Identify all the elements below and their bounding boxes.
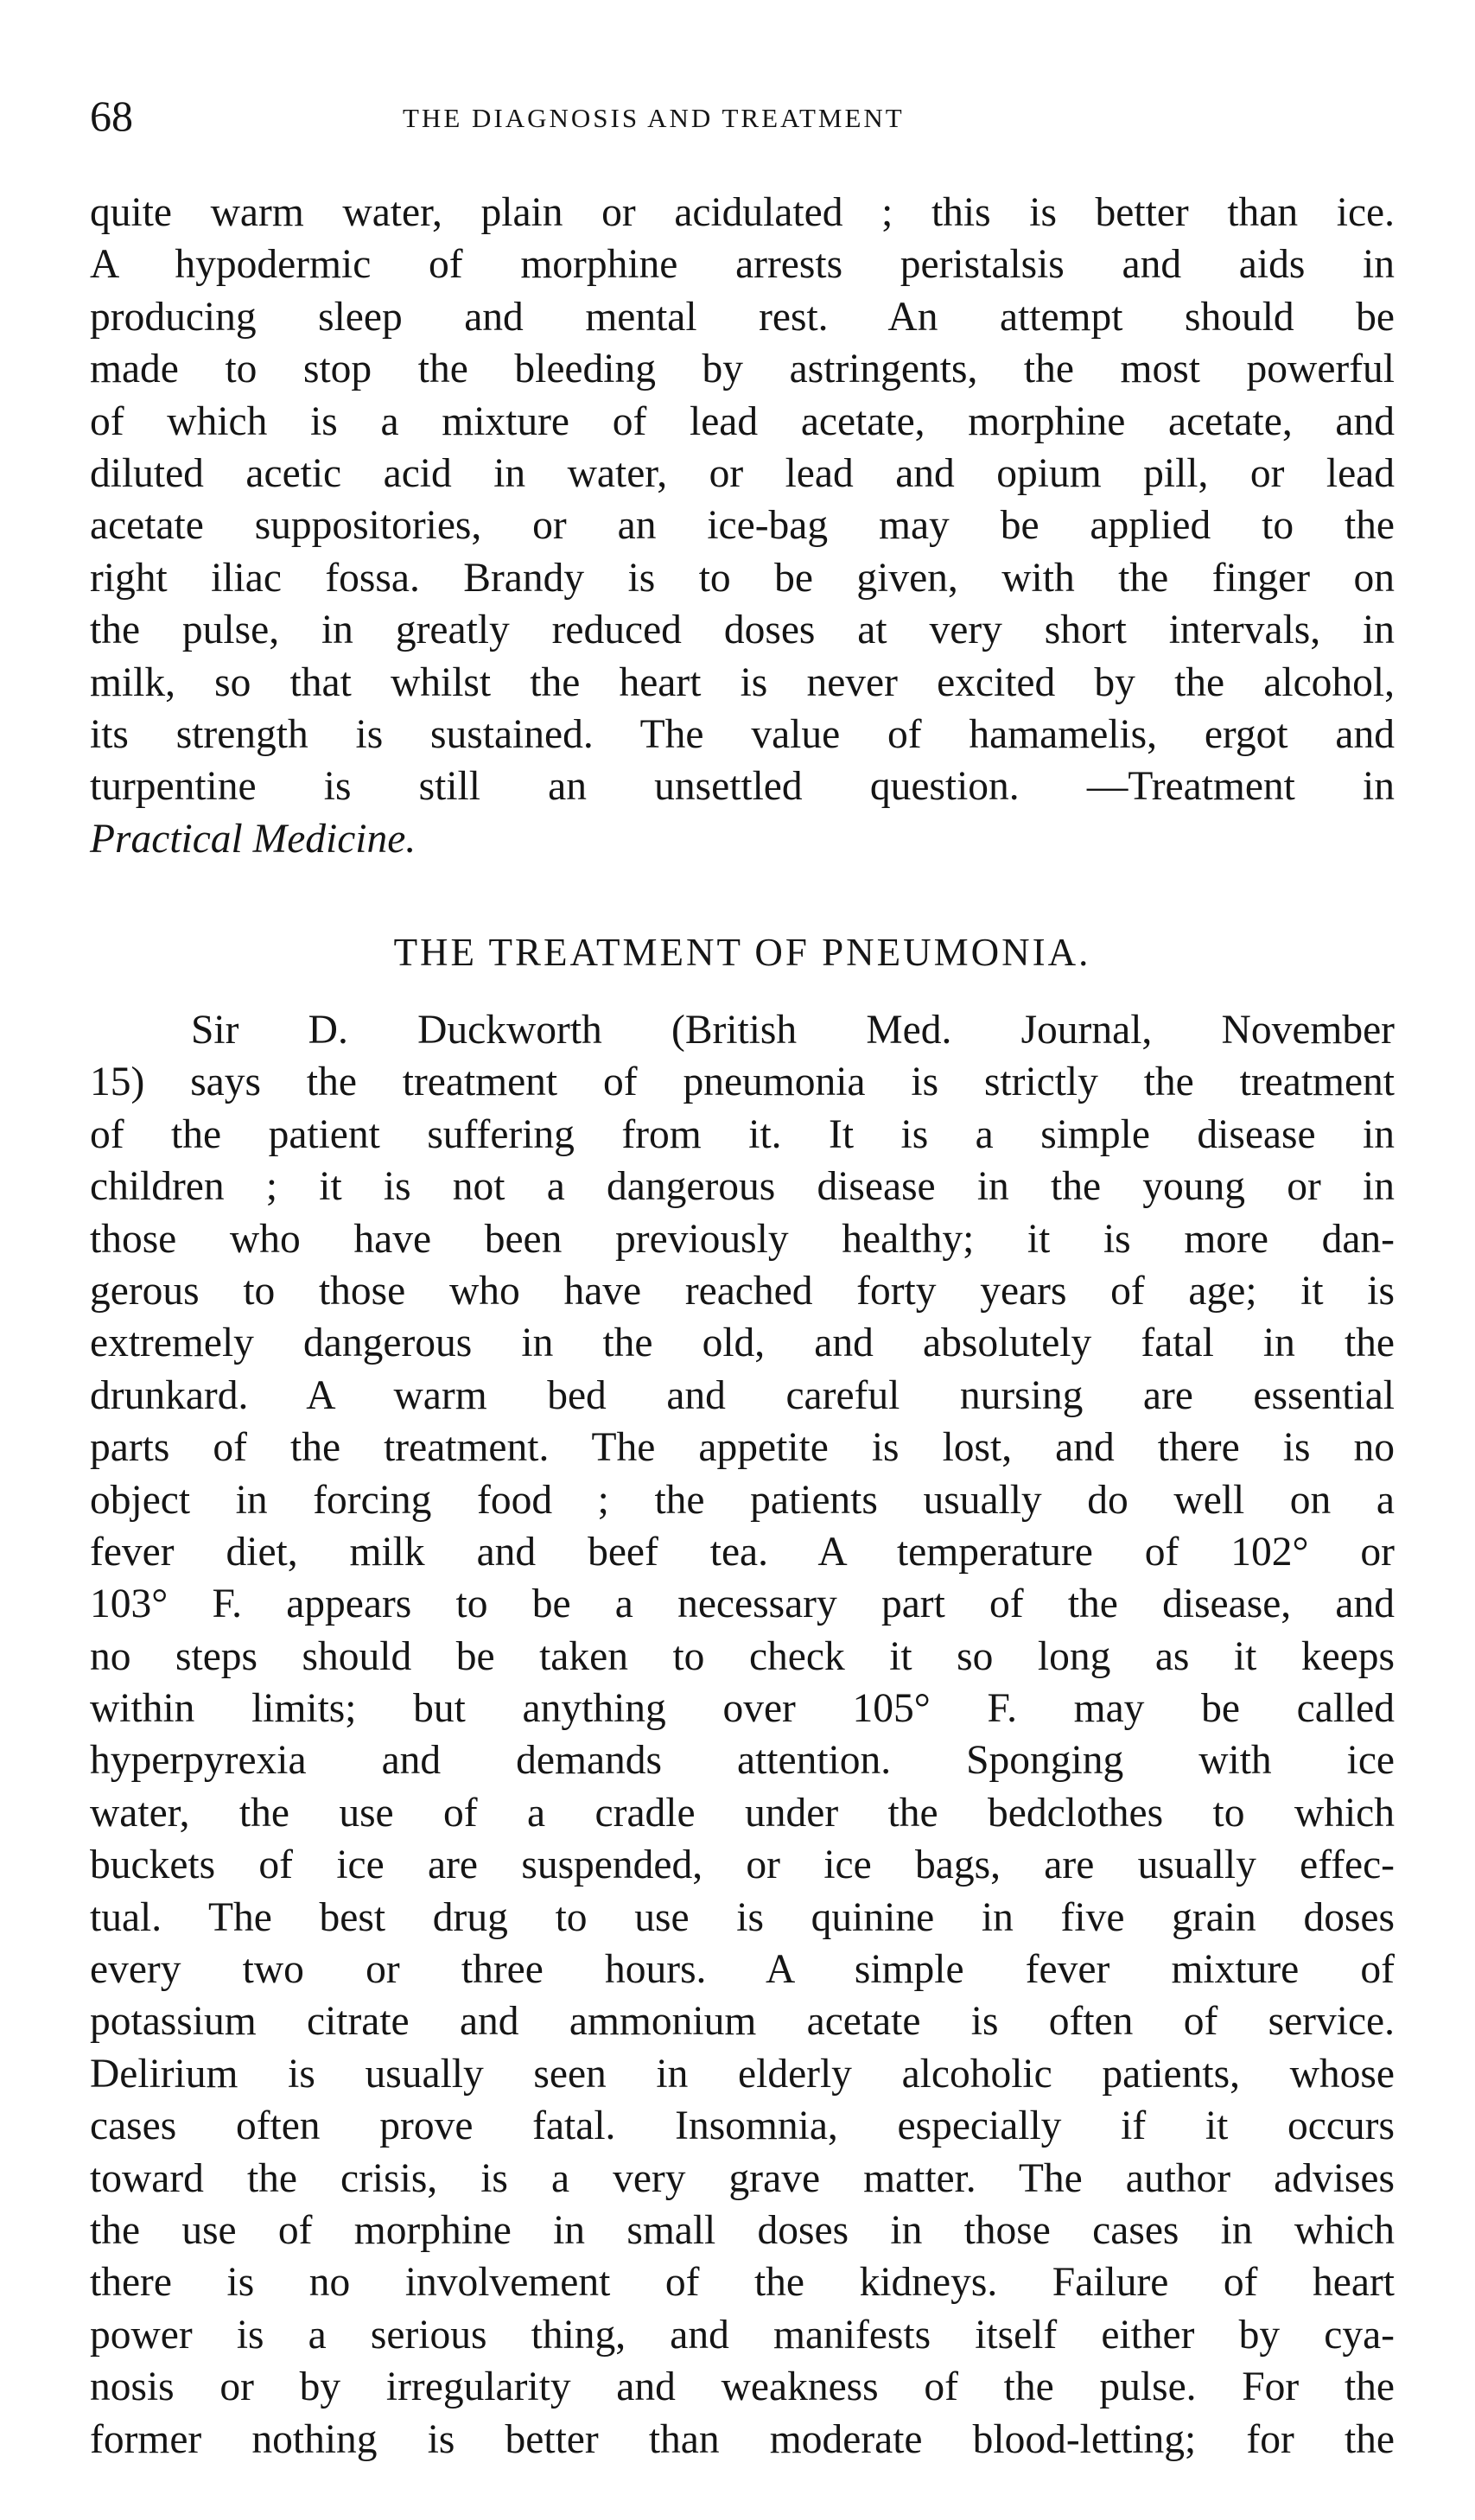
text-line: nosis or by irregularity and weakness of the pulse. For the <box>90 2364 1395 2410</box>
text-line: every two or three hours. A simple fever mixture of <box>90 1947 1395 1993</box>
text-line: extremely dangerous in the old, and absolutely fatal in the <box>90 1320 1395 1366</box>
text-line: the pulse, in greatly reduced doses at very short intervals, in <box>90 608 1395 653</box>
citation-line: Practical Medicine. <box>90 816 416 862</box>
text-line: hyperpyrexia and demands attention. Sponging with ice <box>90 1738 1395 1784</box>
text-line: there is no involvement of the kidneys. Failure of heart <box>90 2260 1395 2306</box>
text-line: object in forcing food ; the patients usually do well on a <box>90 1477 1395 1523</box>
text-line: 103° F. appears to be a necessary part of the disease, and <box>90 1581 1395 1627</box>
text-line: within limits; but anything over 105° F. may be called <box>90 1686 1395 1732</box>
text-line: those who have been previously healthy; it is more dan- <box>90 1216 1395 1262</box>
running-head: THE DIAGNOSIS AND TREATMENT <box>403 103 905 133</box>
text-line: parts of the treatment. The appetite is lost, and there is no <box>90 1425 1395 1471</box>
text-line: of which is a mixture of lead acetate, morphine acetate, and <box>90 398 1395 444</box>
text-line: right iliac fossa. Brandy is to be given, with the finger on <box>90 555 1395 601</box>
text-line: milk, so that whilst the heart is never excited by the alcohol, <box>90 659 1395 705</box>
text-line: cases often prove fatal. Insomnia, especially if it occurs <box>90 2103 1395 2149</box>
paragraph-continued <box>90 187 1395 865</box>
text-line: gerous to those who have reached forty years of age; it is <box>90 1268 1395 1314</box>
text-line: power is a serious thing, and manifests itself either by cya- <box>90 2312 1395 2358</box>
text-line: Delirium is usually seen in elderly alcoholic patients, whose <box>90 2051 1395 2097</box>
text-line: turpentine is still an unsettled question. —Treatment in <box>90 764 1395 810</box>
text-line: toward the crisis, is a very grave matter. The author advises <box>90 2155 1395 2201</box>
text-line: diluted acetic acid in water, or lead and opium pill, or lead <box>90 450 1395 496</box>
text-line: Sir D. Duckworth (British Med. Journal, November <box>191 1008 1395 1053</box>
section-heading: THE TREATMENT OF PNEUMONIA. <box>393 931 1091 974</box>
text-line: drunkard. A warm bed and careful nursing are essential <box>90 1372 1395 1418</box>
text-line: former nothing is better than moderate blood-letting; for the <box>90 2416 1395 2462</box>
text-line: 15) says the treatment of pneumonia is strictly the treatment <box>90 1060 1395 1105</box>
text-line: children ; it is not a dangerous disease in the young or in <box>90 1164 1395 1210</box>
page-header <box>90 90 1395 142</box>
paragraph-pneumonia <box>90 1004 1395 2466</box>
text-line: producing sleep and mental rest. An attempt should be <box>90 294 1395 340</box>
text-line: tual. The best drug to use is quinine in five grain doses <box>90 1894 1395 1940</box>
text-line: the use of morphine in small doses in those cases in which <box>90 2207 1395 2253</box>
text-line: potassium citrate and ammonium acetate is often of service. <box>90 1999 1395 2045</box>
text-line: no steps should be taken to check it so long as it keeps <box>90 1633 1395 1679</box>
text-line: A hypodermic of morphine arrests peristalsis and aids in <box>90 242 1395 288</box>
text-line: made to stop the bleeding by astringents, the most powerful <box>90 347 1395 392</box>
text-line: its strength is sustained. The value of hamamelis, ergot and <box>90 711 1395 757</box>
text-line: acetate suppositories, or an ice-bag may be applied to the <box>90 503 1395 549</box>
text-line: fever diet, milk and beef tea. A temperature of 102° or <box>90 1529 1395 1575</box>
text-line: of the patient suffering from it. It is a simple disease in <box>90 1111 1395 1157</box>
text-line: water, the use of a cradle under the bedclothes to which <box>90 1790 1395 1836</box>
page-number: 68 <box>90 92 133 140</box>
text-line: buckets of ice are suspended, or ice bags, are usually effec- <box>90 1842 1395 1888</box>
text-line: quite warm water, plain or acidulated ; this is better than ice. <box>90 190 1395 235</box>
